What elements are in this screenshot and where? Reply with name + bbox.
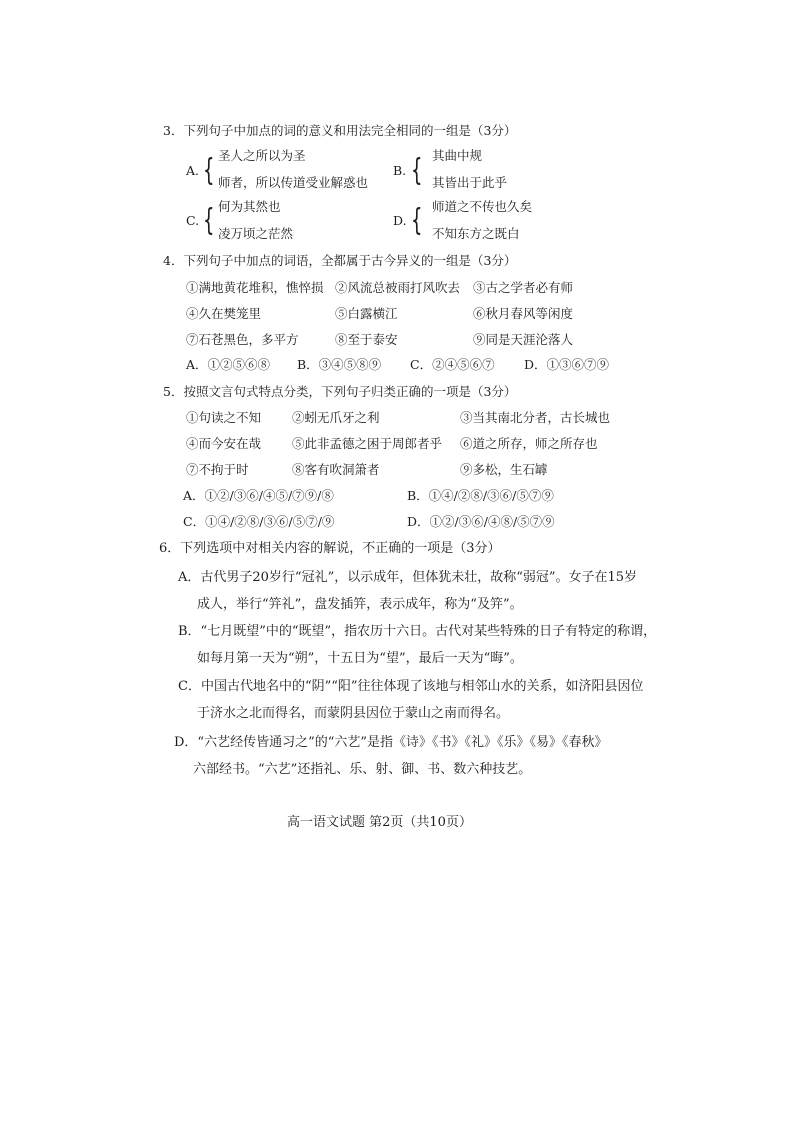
brace-icon: { — [203, 203, 215, 238]
q5-item: ④而今安在哉 — [186, 436, 262, 451]
q4-stem: 4．下列句子中加点的词语，全都属于古今异义的一组是（3分） — [163, 253, 517, 268]
q3-option-a-label: A. — [186, 163, 200, 178]
q5-item: ⑤此非孟德之困于周郎者乎 — [292, 436, 443, 451]
q3-option-a-line2: 师者，所以传道受业解惑也 — [218, 175, 369, 190]
q3-option-d-line2: 不知东方之既白 — [432, 226, 520, 241]
q5-stem: 5．按照文言句式特点分类，下列句子归类正确的一项是（3分） — [163, 384, 517, 399]
q4-choice-a: A．①②⑤⑥⑧ — [186, 357, 271, 372]
q3-stem: 3．下列句子中加点的词的意义和用法完全相同的一组是（3分） — [163, 123, 517, 138]
q5-choice-c: C．①④/②⑧/③⑥/⑤⑦/⑨ — [183, 514, 335, 529]
brace-icon: { — [411, 153, 423, 188]
q5-item: ⑨多松，生石罅 — [460, 462, 548, 477]
q3-option-a-line1: 圣人之所以为圣 — [218, 148, 306, 163]
q4-item: ①满地黄花堆积，憔悴损 — [186, 280, 324, 295]
q3-option-c-label: C. — [186, 213, 200, 228]
q3-option-c-line1: 何为其然也 — [218, 199, 281, 214]
brace-icon: { — [203, 153, 215, 188]
q4-item: ⑥秋月春风等闲度 — [473, 306, 574, 321]
q5-choice-a: A．①②/③⑥/④⑤/⑦⑨/⑧ — [183, 488, 334, 503]
q6-option-a-line1: A．古代男子20岁行“冠礼”，以示成年，但体犹未壮，故称“弱冠”。女子在15岁 — [178, 570, 638, 585]
q6-option-b-line1: B．“七月既望”中的“既望”，指农历十六日。古代对某些特殊的日子有特定的称谓， — [178, 624, 657, 639]
q6-option-c-line2: 于济水之北而得名，而蒙阴县因位于蒙山之南而得名。 — [197, 706, 510, 721]
q3-option-d-line1: 师道之不传也久矣 — [432, 199, 533, 214]
q3-option-c-line2: 凌万顷之茫然 — [218, 226, 294, 241]
q5-item: ⑧客有吹洞箫者 — [292, 462, 380, 477]
q4-choice-c: C．②④⑤⑥⑦ — [410, 357, 495, 372]
q5-choice-b: B．①④/②⑧/③⑥/⑤⑦⑨ — [407, 488, 554, 503]
q5-item: ①句读之不知 — [186, 410, 262, 425]
q5-item: ②蚓无爪牙之利 — [292, 410, 380, 425]
page-footer: 高一语文试题 第2页（共10页） — [287, 815, 472, 830]
q5-item: ③当其南北分者，古长城也 — [460, 410, 611, 425]
q5-item: ⑥道之所存，师之所存也 — [460, 436, 598, 451]
q4-item: ③古之学者必有师 — [473, 280, 574, 295]
q4-item: ⑦石苍黑色，多平方 — [186, 332, 299, 347]
q6-stem: 6．下列选项中对相关内容的解说，不正确的一项是（3分） — [159, 541, 501, 556]
q6-option-d-line1: D．“六艺经传皆通习之”的“六艺”是指《诗》《书》《礼》《乐》《易》《春秋》 — [174, 735, 608, 750]
q6-option-d-line2: 六部经书。“六艺”还指礼、乐、射、御、书、数六种技艺。 — [193, 762, 532, 777]
q5-item: ⑦不拘于时 — [186, 462, 249, 477]
q4-choice-b: B．③④⑤⑧⑨ — [297, 357, 382, 372]
q3-option-b-line1: 其曲中规 — [432, 148, 483, 163]
q6-option-b-line2: 如每月第一天为“朔”，十五日为“望”，最后一天为“晦”。 — [197, 651, 523, 666]
q6-option-c-line1: C．中国古代地名中的“阴”“阳”往往体现了该地与相邻山水的关系，如济阳县因位 — [178, 679, 644, 694]
q4-item: ⑧至于泰安 — [335, 332, 398, 347]
q4-item: ④久在樊笼里 — [186, 306, 262, 321]
q4-item: ⑤白露横江 — [335, 306, 398, 321]
q3-option-b-label: B. — [393, 163, 407, 178]
q6-option-a-line2: 成人，举行“笄礼”，盘发插笄，表示成年，称为“及笄”。 — [197, 597, 523, 612]
q3-option-d-label: D. — [393, 213, 407, 228]
q4-choice-d: D．①③⑥⑦⑨ — [524, 357, 610, 372]
q3-option-b-line2: 其皆出于此乎 — [432, 175, 508, 190]
q4-item: ②风流总被雨打风吹去 — [335, 280, 461, 295]
q5-choice-d: D．①②/③⑥/④⑧/⑤⑦⑨ — [407, 514, 555, 529]
brace-icon: { — [411, 203, 423, 238]
q4-item: ⑨同是天涯沦落人 — [473, 332, 574, 347]
